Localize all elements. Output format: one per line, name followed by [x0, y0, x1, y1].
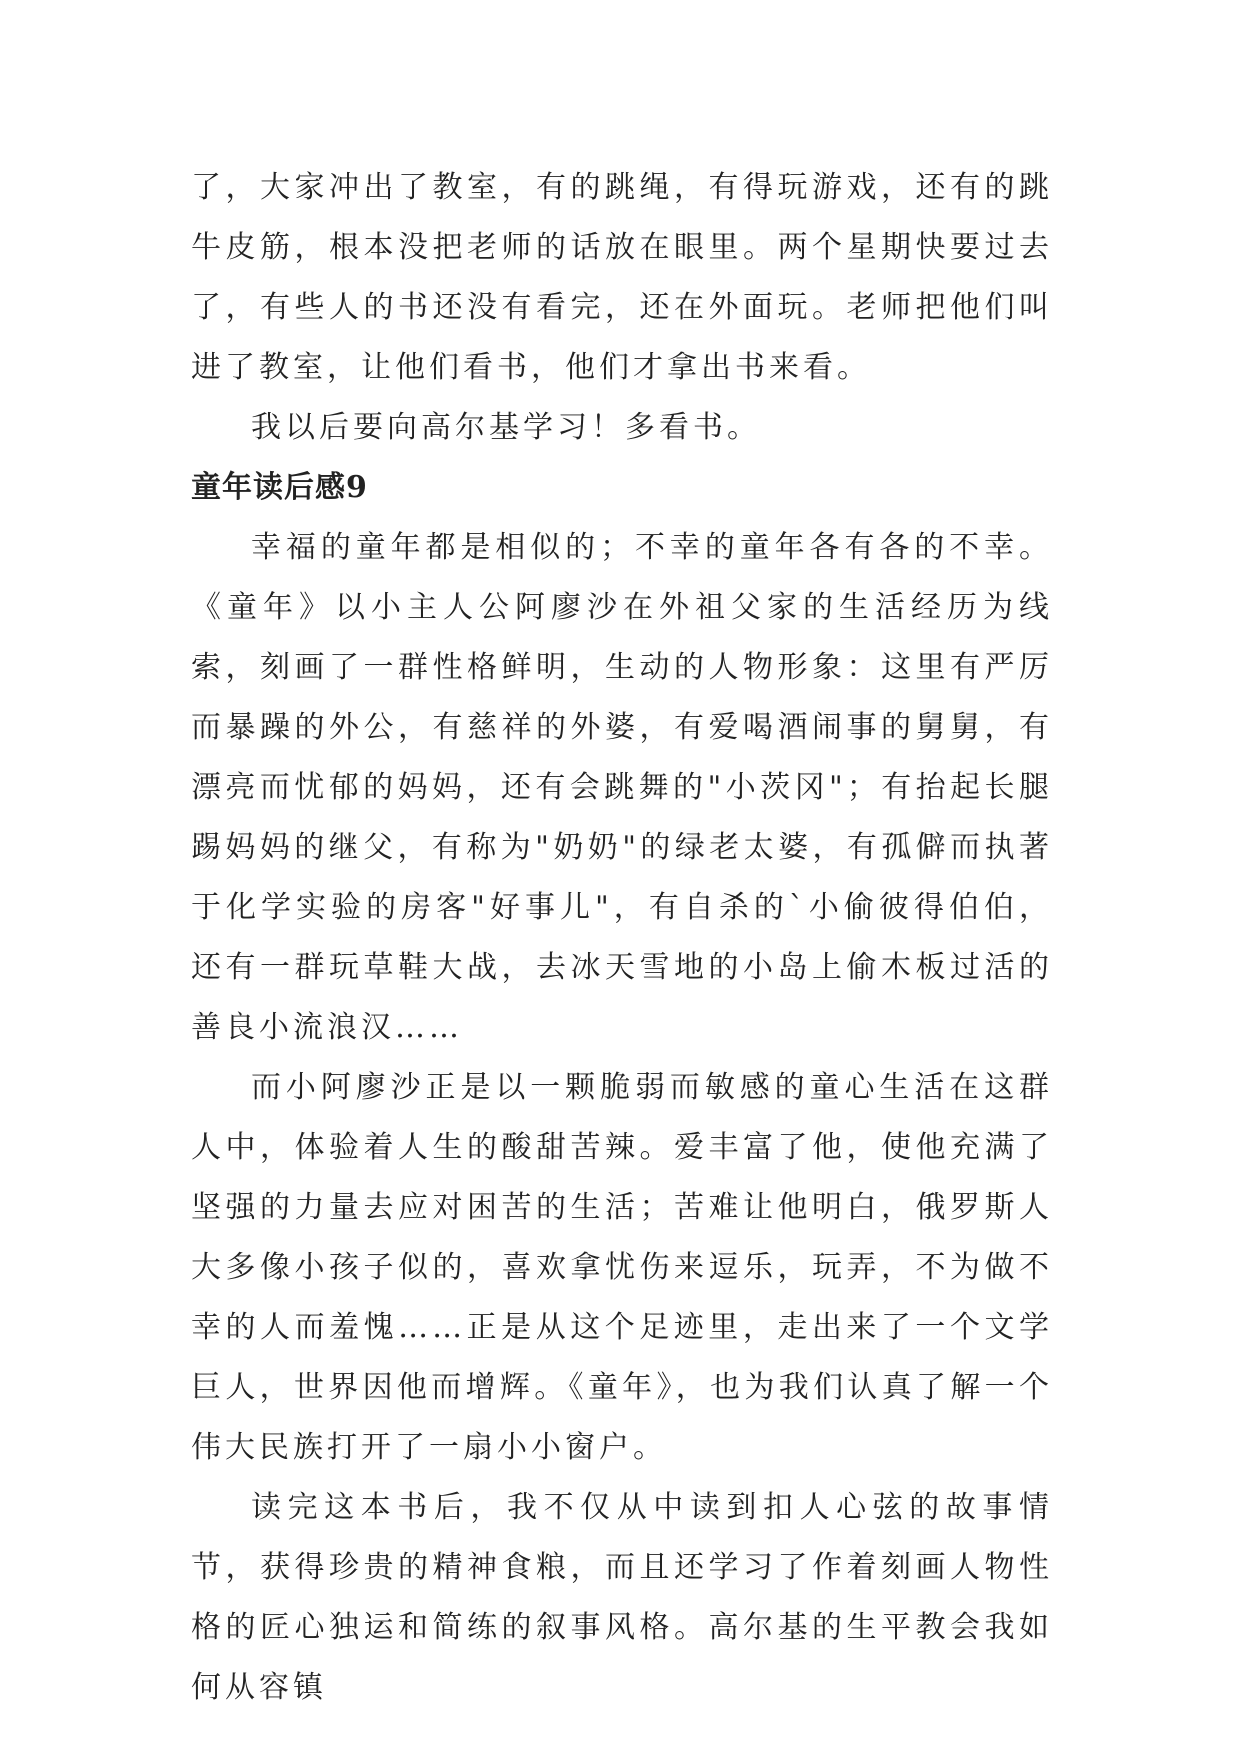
- paragraph: 而小阿廖沙正是以一颗脆弱而敏感的童心生活在这群人中，体验着人生的酸甜苦辣。爱丰富了他，使他充满了坚强的力量去应对困苦的生活；苦难让他明白，俄罗斯人大多像小孩子似的，喜欢拿忧伤来逗乐，玩弄，不为做不幸的人而羞愧……正是从这个足迹里，走出来了一个文学巨人，世界因他而增辉。《童年》，也为我们认真了解一个伟大民族打开了一扇小小窗户。: [191, 1070, 1053, 1465]
- paragraph-continuation: 了，大家冲出了教室，有的跳绳，有得玩游戏，还有的跳牛皮筋，根本没把老师的话放在眼里。两个星期快要过去了，有些人的书还没有看完，还在外面玩。老师把他们叫进了教室，让他们看书，他们才拿出书来看。: [191, 170, 1053, 385]
- section-heading: 童年读后感9: [191, 470, 368, 505]
- paragraph: 幸福的童年都是相似的；不幸的童年各有各的不幸。《童年》以小主人公阿廖沙在外祖父家的生活经历为线索，刻画了一群性格鲜明，生动的人物形象：这里有严厉而暴躁的外公，有慈祥的外婆，有爱喝酒闹事的舅舅，有漂亮而忧郁的妈妈，还有会跳舞的"小茨冈"；有抬起长腿踢妈妈的继父，有称为"奶奶"的绿老太婆，有孤僻而执著于化学实验的房客"好事儿"，有自杀的`小偷彼得伯伯，还有一群玩草鞋大战，去冰天雪地的小岛上偷木板过活的善良小流浪汉……: [191, 530, 1053, 1045]
- paragraph: 读完这本书后，我不仅从中读到扣人心弦的故事情节，获得珍贵的精神食粮，而且还学习了作着刻画人物性格的匠心独运和简练的叙事风格。高尔基的生平教会我如何从容镇: [191, 1490, 1053, 1705]
- paragraph-conclusion: 我以后要向高尔基学习！多看书。: [251, 410, 761, 445]
- document-body: [191, 158, 1053, 1718]
